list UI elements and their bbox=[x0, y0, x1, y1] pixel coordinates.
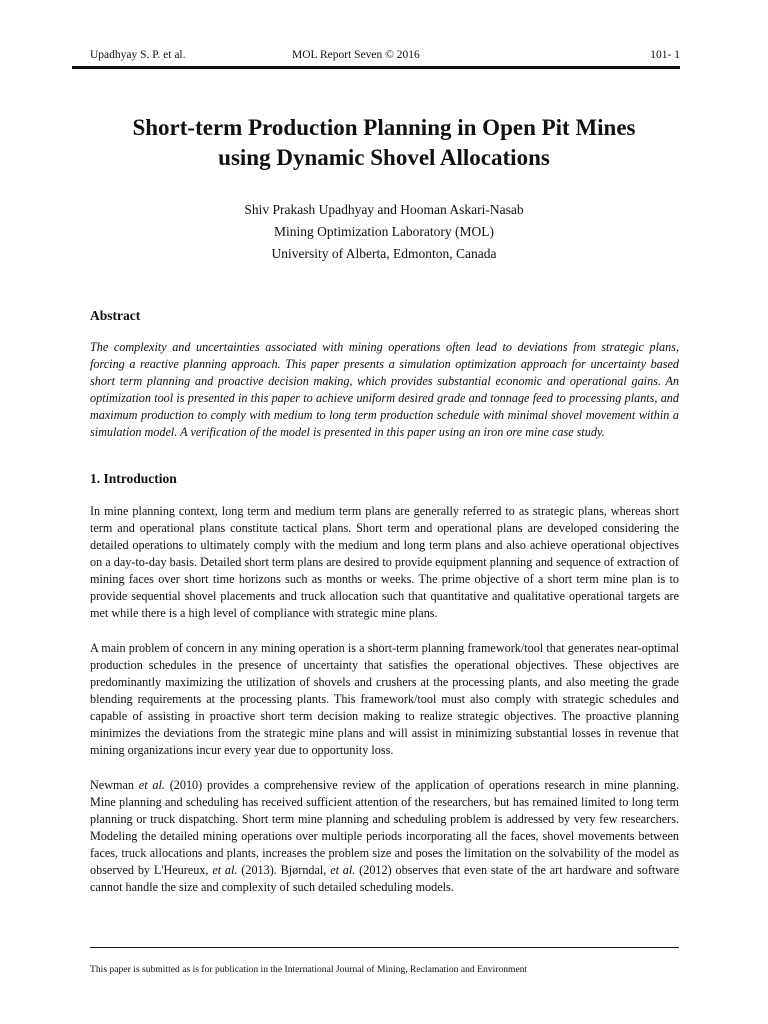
paragraph-3-segment: (2010) provides a comprehensive review of the application of operations research in mine planning. Mine planning and scheduling has received sufficient attention of the researchers, but has remained limited to long term planning or truck dispatching. Short term mine planning and scheduling problem is addressed by very few researchers. Modeling the detailed mining operations over multiple periods incorporating all the faces, shovel movements between faces, truck allocations and plants, increases the problem size and poses the limitation on the solvability of the model as observed by L'Heureux, bbox=[90, 778, 680, 877]
introduction-paragraph-3 bbox=[90, 777, 679, 896]
paper-title bbox=[72, 113, 696, 173]
author-lab: Mining Optimization Laboratory (MOL) bbox=[273, 224, 495, 239]
introduction-paragraph-2: A main problem of concern in any mining operation is a short-term planning framework/tool that generates near-optimal production schedules in the presence of uncertainty that satisfies the operational objectives. These objectives are predominantly maximizing the utilization of shovels and crushers at the processing plants, and also meeting the grade blending requirements at the processing plants. This framework/tool must also comply with strategic schedules and capable of assisting in proactive short term decision making to realize strategic objectives. The proactive planning minimizes the deviations from the strategic mine plans and will assist in minimizing substantial losses in revenue that mining organizations incur every year due to opportunity loss. bbox=[90, 641, 679, 757]
citation-et-al: et al. bbox=[138, 778, 165, 792]
paragraph-3-segment: (2012) observes that even state of the art hardware and software cannot handle the size and complexity of such detailed scheduling models. bbox=[90, 863, 679, 894]
author-block bbox=[72, 199, 696, 265]
abstract-heading: Abstract bbox=[90, 308, 141, 323]
paper-title-line-2: using Dynamic Shovel Allocations bbox=[218, 145, 550, 170]
running-head bbox=[72, 47, 680, 63]
running-head-page-number: 101- 1 bbox=[650, 49, 680, 61]
running-head-report: MOL Report Seven © 2016 bbox=[292, 49, 420, 61]
paper-title-line-1: Short-term Production Planning in Open Pit Mines bbox=[132, 115, 636, 140]
abstract-text: The complexity and uncertainties associated with mining operations often lead to deviations from strategic plans, forcing a reactive planning approach. This paper presents a simulation optimization approach for uncertainty based short term planning and proactive decision making, which provides substantial economic and operational gains. An optimization tool is presented in this paper to achieve uniform desired grade and tonnage feed to processing plants, and maximum production to comply with medium to long term production schedule with minimal shovel movement within a simulation model. A verification of the model is presented in this paper using an iron ore mine case study. bbox=[90, 340, 679, 439]
citation-et-al: et al. bbox=[212, 863, 238, 877]
paragraph-3-segment: Newman bbox=[90, 778, 139, 792]
introduction-paragraph-1: In mine planning context, long term and medium term plans are generally referred to as strategic plans, whereas short term and operational plans constitute tactical plans. Short term and operational plans are developed considering the detailed operations to ultimately comply with the medium and long term plans and also achieve operational objectives on a day-to-day basis. Detailed short term plans are desired to provide equipment planning and sequence of extraction of mining faces over short time horizons such as months or weeks. The prime objective of a short term mine plan is to provide sequential shovel placements and truck allocation such that quantitative and qualitative operational targets are met while there is a high level of compliance with strategic mine plans. bbox=[90, 504, 679, 620]
citation-et-al: et al. bbox=[330, 863, 356, 877]
author-university: University of Alberta, Edmonton, Canada bbox=[271, 246, 497, 261]
introduction-heading: 1. Introduction bbox=[90, 471, 177, 486]
header-rule bbox=[72, 66, 680, 69]
author-names: Shiv Prakash Upadhyay and Hooman Askari-Nasab bbox=[244, 202, 524, 217]
paragraph-3-segment: (2013). Bjørndal, bbox=[237, 863, 331, 877]
footnote-rule bbox=[90, 947, 679, 948]
running-head-authors: Upadhyay S. P. et al. bbox=[90, 49, 186, 61]
footnote: This paper is submitted as is for publication in the International Journal of Mining, Reclamation and Environment bbox=[90, 964, 528, 975]
